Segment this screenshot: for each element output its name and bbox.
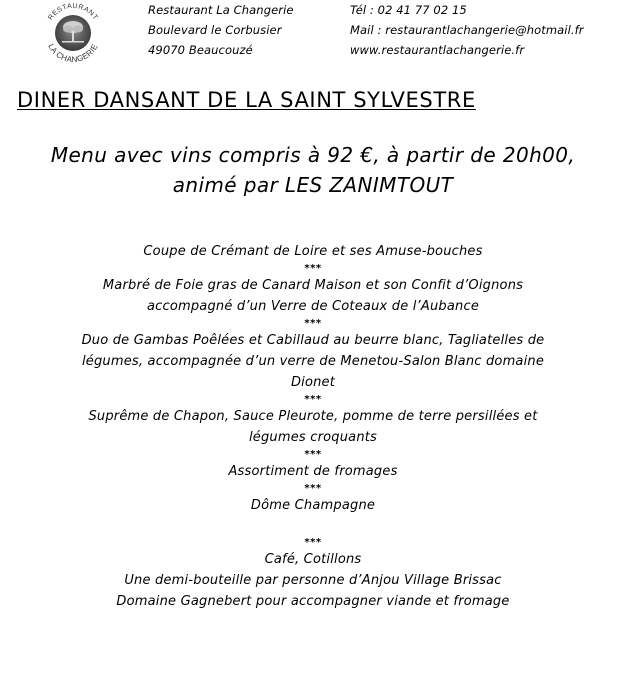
city-address: 49070 Beaucouzé <box>148 43 253 57</box>
menu-course-foie-gras: Marbré de Foie gras de Canard Maison et son Confit d’Oignons <box>102 278 524 293</box>
menu-course-cheese: Assortiment de fromages <box>228 464 398 479</box>
logo-bottom-text: LA CHANGERIE <box>46 42 100 64</box>
menu-wine-note-cont: Domaine Gagnebert pour accompagner viande et fromage <box>116 594 510 609</box>
email-address[interactable]: Mail : restaurantlachangerie@hotmail.fr <box>350 23 584 37</box>
logo-top-text: RESTAURANT <box>47 2 99 22</box>
menu-course-dessert: Dôme Champagne <box>250 498 376 513</box>
menu-subtitle <box>0 140 626 200</box>
menu-wine-note: Une demi-bouteille par personne d’Anjou Village Brissac <box>124 573 502 588</box>
restaurant-logo <box>40 2 106 64</box>
street-address: Boulevard le Corbusier <box>148 23 282 37</box>
subtitle-line-entertainment: animé par LES ZANIMTOUT <box>172 173 454 197</box>
menu-list <box>0 241 626 612</box>
contact-block <box>350 0 584 60</box>
menu-course-fish-end: Dionet <box>290 375 336 390</box>
subtitle-line-price: Menu avec vins compris à 92 €, à partir de 20h00, <box>50 143 576 167</box>
course-separator: *** <box>304 394 322 405</box>
page-title: DINER DANSANT DE LA SAINT SYLVESTRE <box>17 88 476 112</box>
course-separator: *** <box>304 318 322 329</box>
menu-course-fish: Duo de Gambas Poêlées et Cabillaud au beurre blanc, Tagliatelles de <box>81 333 545 348</box>
course-separator: *** <box>304 537 322 548</box>
course-separator: *** <box>304 483 322 494</box>
menu-course-aperitif: Coupe de Crémant de Loire et ses Amuse-bouches <box>143 244 483 259</box>
course-separator: *** <box>304 263 322 274</box>
spacer <box>0 516 626 536</box>
phone-number: Tél : 02 41 77 02 15 <box>350 3 467 17</box>
website-link[interactable]: www.restaurantlachangerie.fr <box>350 43 525 57</box>
menu-course-chapon-cont: légumes croquants <box>248 430 378 445</box>
course-separator: *** <box>304 449 322 460</box>
menu-course-fish-cont: légumes, accompagnée d’un verre de Menetou-Salon Blanc domaine <box>81 354 545 369</box>
menu-course-foie-gras-wine: accompagné d’un Verre de Coteaux de l’Aubance <box>146 299 480 314</box>
restaurant-name: Restaurant La Changerie <box>148 3 294 17</box>
menu-course-coffee: Café, Cotillons <box>264 552 362 567</box>
address-block <box>148 0 294 60</box>
menu-course-chapon: Suprême de Chapon, Sauce Pleurote, pomme de terre persillées et <box>88 409 538 424</box>
